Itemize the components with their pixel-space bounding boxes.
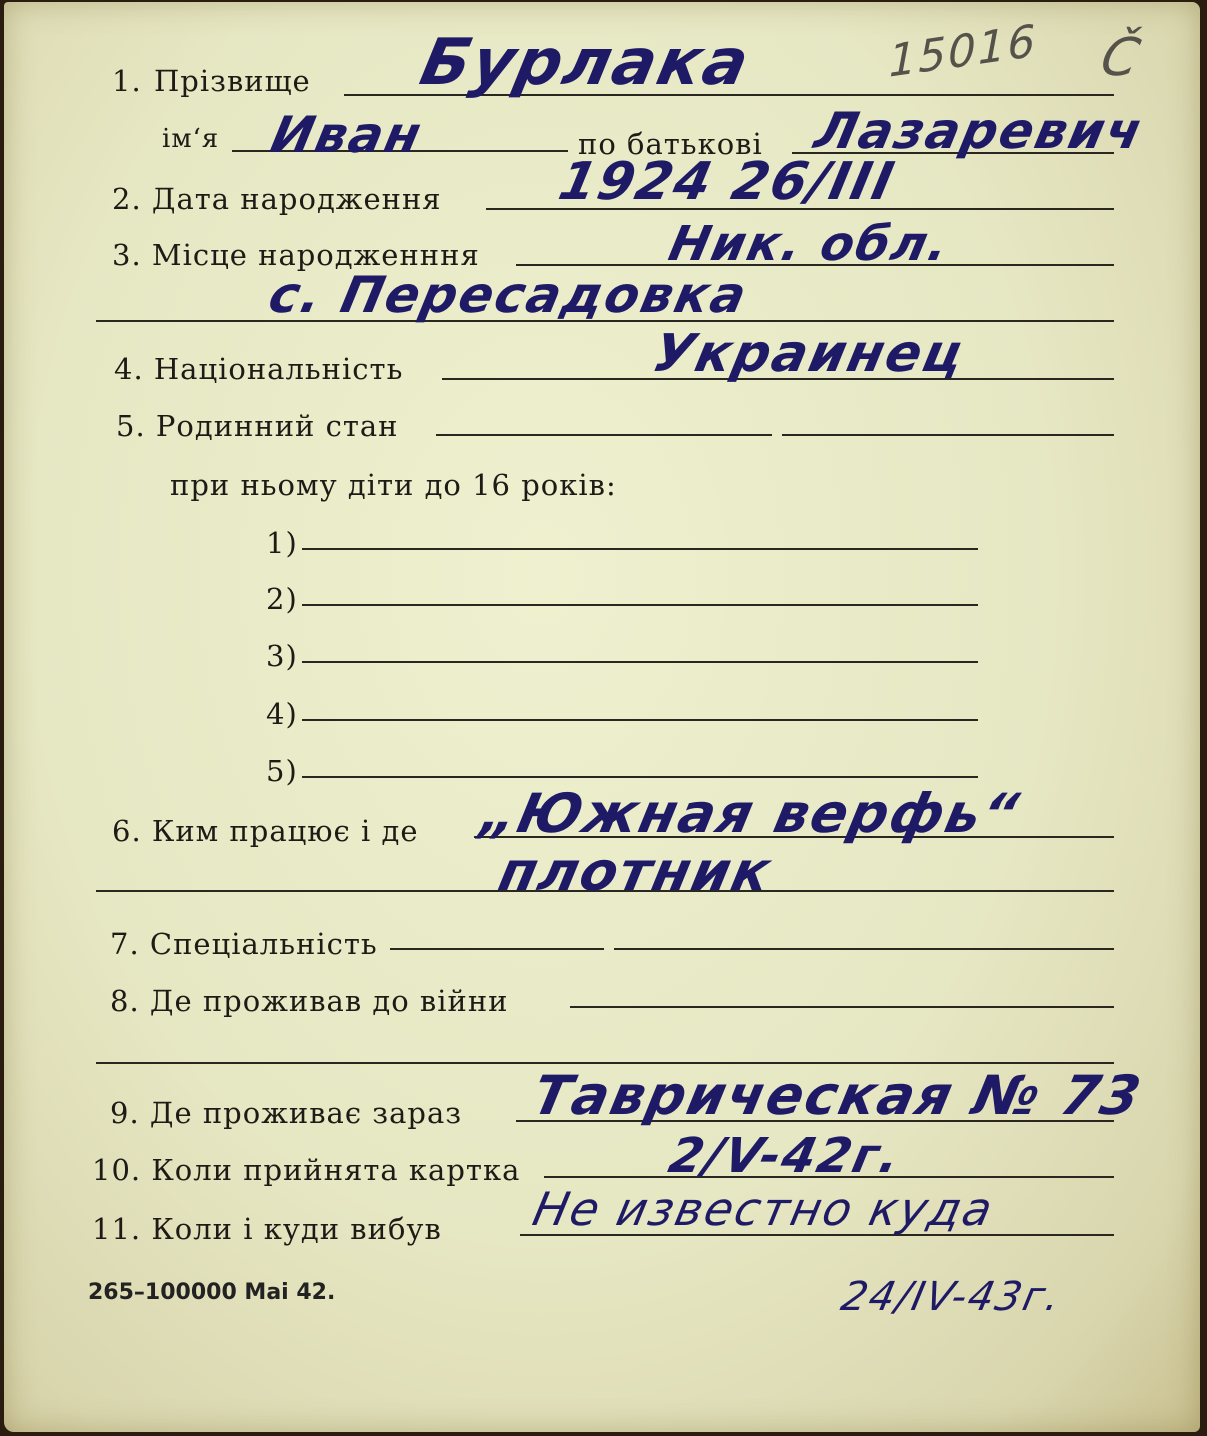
child-1-line bbox=[302, 548, 978, 550]
handwritten-birth-date: 1924 26/III bbox=[553, 152, 901, 212]
child-3-label: 3) bbox=[266, 639, 298, 673]
field-9-label: 9. Де проживає зараз bbox=[110, 1096, 463, 1130]
handwritten-departed: Не известно куда bbox=[528, 1182, 999, 1236]
handwritten-current-address: Таврическая № 73 bbox=[527, 1064, 1148, 1127]
field-1-number: 1. bbox=[112, 64, 142, 98]
handwritten-nationality: Украинец bbox=[647, 324, 971, 384]
field-10-label: 10. Коли прийнята картка bbox=[92, 1153, 521, 1187]
first-name-label: ім‘я bbox=[162, 124, 220, 154]
handwritten-accepted-date: 2/V-42г. bbox=[664, 1128, 907, 1184]
handwritten-card-number: 15016 bbox=[888, 15, 1038, 88]
handwritten-work-role: плотник bbox=[493, 840, 778, 903]
field-11-label: 11. Коли і куди вибув bbox=[92, 1212, 442, 1246]
speciality-line-2 bbox=[614, 948, 1114, 950]
handwritten-surname: Бурлака bbox=[414, 26, 757, 100]
child-1-label: 1) bbox=[266, 526, 298, 560]
field-2-label: 2. Дата народження bbox=[112, 182, 442, 216]
handwritten-departed-date: 24/IV-43г. bbox=[837, 1274, 1067, 1320]
field-3-label: 3. Місце народженння bbox=[112, 238, 480, 272]
children-header: при ньому діти до 16 років: bbox=[170, 468, 617, 502]
handwritten-patronymic: Лазаревич bbox=[809, 102, 1149, 160]
handwritten-first-name: Иван bbox=[265, 106, 428, 164]
field-5-label: 5. Родинний стан bbox=[116, 409, 399, 443]
field-7-label: 7. Спеціальність bbox=[110, 927, 378, 961]
field-4-label: 4. Національність bbox=[114, 352, 404, 386]
field-8-label: 8. Де проживав до війни bbox=[110, 984, 509, 1018]
child-2-line bbox=[302, 604, 978, 606]
handwritten-work-place: „Южная верфь“ bbox=[475, 782, 1026, 845]
handwritten-corner-mark: Č bbox=[1095, 28, 1147, 88]
child-2-label: 2) bbox=[266, 582, 298, 616]
family-status-line bbox=[436, 434, 772, 436]
field-6-label: 6. Ким працює і де bbox=[112, 814, 419, 848]
patronymic-label: по батькові bbox=[578, 127, 763, 161]
child-5-label: 5) bbox=[266, 754, 298, 788]
field-1-surname-label: Прізвище bbox=[154, 64, 311, 98]
child-5-line bbox=[302, 776, 978, 778]
child-3-line bbox=[302, 661, 978, 663]
prewar-address-line bbox=[570, 1006, 1114, 1008]
child-4-line bbox=[302, 719, 978, 721]
speciality-line bbox=[390, 948, 604, 950]
family-status-line-2 bbox=[782, 434, 1114, 436]
handwritten-birth-village: с. Пересадовка bbox=[263, 266, 754, 324]
child-4-label: 4) bbox=[266, 697, 298, 731]
print-code: 265–100000 Mai 42. bbox=[88, 1280, 336, 1305]
handwritten-birth-region: Ник. обл. bbox=[664, 216, 956, 272]
registration-card bbox=[4, 2, 1200, 1432]
